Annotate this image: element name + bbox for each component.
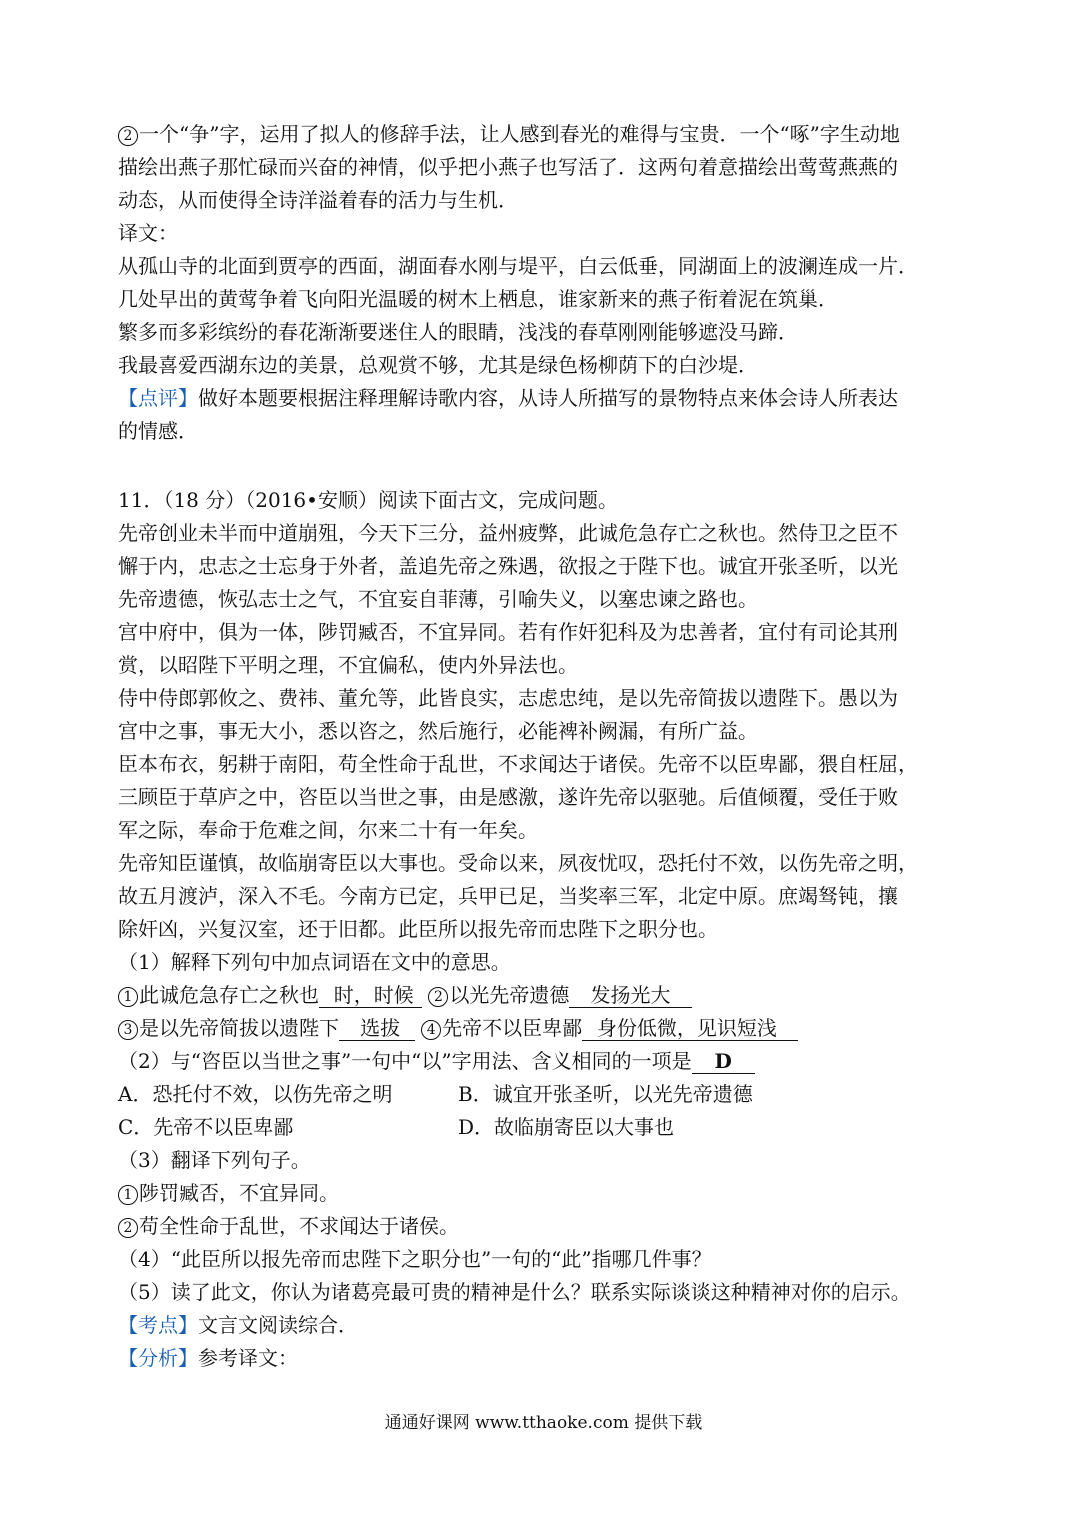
sub-question-4: （4）“此臣所以报先帝而忠陛下之职分也”一句的“此”指哪几件事？: [118, 1247, 712, 1271]
answer-blank: 身份低微，见识短浅: [582, 1016, 798, 1041]
passage-line: 先帝遗德，恢弘志士之气，不宜妄自菲薄，引喻失义，以塞忠谏之路也。: [118, 587, 758, 611]
passage-line: 臣本布衣，躬耕于南阳，苟全性命于乱世，不求闻达于诸侯。先帝不以臣卑鄙，猥自枉屈，: [118, 752, 918, 776]
comment-line-2: 的情感．: [118, 419, 198, 443]
document-page: [118, 118, 978, 1375]
sub-question-1-items-a: 1 此诚危急存亡之秋也 时，时候 2 以光先帝遗德 发扬光大: [118, 979, 978, 1012]
answer-blank: 选拔: [339, 1016, 415, 1041]
passage-line: 宫中之事，事无大小，悉以咨之，然后施行，必能裨补阙漏，有所广益。: [118, 719, 758, 743]
passage-line: 故五月渡泸，深入不毛。今南方已定，兵甲已足，当奖率三军，北定中原。庶竭驽钝，攘: [118, 884, 898, 908]
options-row-2: [118, 1111, 978, 1144]
option-b: B．诚宜开张圣听，以光先帝遗德: [458, 1082, 753, 1106]
option-d: D．故临崩寄臣以大事也: [458, 1115, 675, 1139]
passage-line: 侍中侍郎郭攸之、费祎、董允等，此皆良实，志虑忠纯，是以先帝简拔以遗陛下。愚以为: [118, 686, 898, 710]
sub-question-2: （2）与“咨臣以当世之事”一句中“以”字用法、含义相同的一项是 D: [118, 1045, 978, 1078]
sub-question-3-item-2: 2 苟全性命于乱世，不求闻达于诸侯。: [118, 1210, 978, 1243]
circled-number: 4: [421, 1020, 441, 1040]
sub-question-1: （1）解释下列句中加点词语在文中的意思。: [118, 950, 511, 974]
circled-number: 2: [428, 987, 448, 1007]
passage-line: 先帝知臣谨慎，故临崩寄臣以大事也。受命以来，夙夜忧叹，恐托付不效，以伤先帝之明，: [118, 851, 918, 875]
passage-line: 懈于内，忠志之士忘身于外者，盖追先帝之殊遇，欲报之于陛下也。诚宜开张圣听，以光: [118, 554, 898, 578]
analysis-point-2-line-1: 2 一个“争”字，运用了拟人的修辞手法，让人感到春光的难得与宝贵．一个“啄”字生动地: [118, 118, 978, 151]
passage-line: 军之际，奉命于危难之间，尔来二十有一年矣。: [118, 818, 538, 842]
passage-line: 先帝创业未半而中道崩殂，今天下三分，益州疲弊，此诚危急存亡之秋也。然侍卫之臣不: [118, 521, 898, 545]
comment-line-1: 【点评】做好本题要根据注释理解诗歌内容，从诗人所描写的景物特点来体会诗人所表达: [118, 386, 898, 410]
translation-line-4: 我最喜爱西湖东边的美景，总观赏不够，尤其是绿色杨柳荫下的白沙堤．: [118, 353, 758, 377]
circled-number: 2: [118, 1218, 138, 1238]
translation-line-2: 几处早出的黄莺争着飞向阳光温暖的树木上栖息，谁家新来的燕子衔着泥在筑巢．: [118, 287, 838, 311]
circled-number: 3: [118, 1020, 138, 1040]
option-c: C．先帝不以臣卑鄙: [118, 1115, 294, 1139]
passage-line: 宫中府中，俱为一体，陟罚臧否，不宜异同。若有作奸犯科及为忠善者，宜付有司论其刑: [118, 620, 898, 644]
question-11-header: 11．（18 分）（2016•安顺）阅读下面古文，完成问题。: [118, 488, 618, 512]
analysis-point-2-line-3: 动态，从而使得全诗洋溢着春的活力与生机．: [118, 188, 518, 212]
passage-line: 除奸凶，兴复汉室，还于旧都。此臣所以报先帝而忠陛下之职分也。: [118, 917, 718, 941]
sub-question-1-items-b: 3 是以先帝简拔以遗陛下 选拔 4 先帝不以臣卑鄙 身份低微，见识短浅: [118, 1012, 978, 1045]
page-footer: 通通好课网 www.tthaoke.com 提供下载: [384, 1413, 703, 1433]
passage-line: 三顾臣于草庐之中，咨臣以当世之事，由是感激，遂许先帝以驱驰。后值倾覆，受任于败: [118, 785, 898, 809]
options-row-1: [118, 1078, 978, 1111]
comment-tag: 【点评】: [118, 386, 198, 410]
answer-blank: 发扬光大: [569, 983, 691, 1008]
sub-question-3-item-1: 1 陟罚臧否，不宜异同。: [118, 1177, 978, 1210]
classical-passage: [118, 517, 978, 946]
fenxi-tag: 【分析】: [118, 1346, 198, 1370]
option-a: A．恐托付不效，以伤先帝之明: [118, 1082, 393, 1106]
circled-number: 1: [118, 1185, 138, 1205]
kaodian-tag: 【考点】: [118, 1313, 198, 1337]
answer-blank: 时，时候: [319, 983, 422, 1008]
sub-question-5: （5）读了此文，你认为诸葛亮最可贵的精神是什么？联系实际谈谈这种精神对你的启示。: [118, 1280, 911, 1304]
circled-number: 1: [118, 987, 138, 1007]
translation-label: 译文：: [118, 221, 178, 245]
sub-question-3: （3）翻译下列句子。: [118, 1148, 311, 1172]
analysis-point-2-line-2: 描绘出燕子那忙碌而兴奋的神情，似乎把小燕子也写活了．这两句着意描绘出莺莺燕燕的: [118, 155, 898, 179]
translation-line-3: 繁多而多彩缤纷的春花渐渐要迷住人的眼睛，浅浅的春草刚刚能够遮没马蹄．: [118, 320, 798, 344]
fenxi-line: 【分析】参考译文：: [118, 1346, 298, 1370]
translation-line-1: 从孤山寺的北面到贾亭的西面，湖面春水刚与堤平，白云低垂，同湖面上的波澜连成一片．: [118, 254, 918, 278]
kaodian-line: 【考点】文言文阅读综合．: [118, 1313, 358, 1337]
answer-blank: D: [692, 1049, 755, 1074]
passage-line: 赏，以昭陛下平明之理，不宜偏私，使内外异法也。: [118, 653, 578, 677]
circled-number: 2: [118, 126, 138, 146]
